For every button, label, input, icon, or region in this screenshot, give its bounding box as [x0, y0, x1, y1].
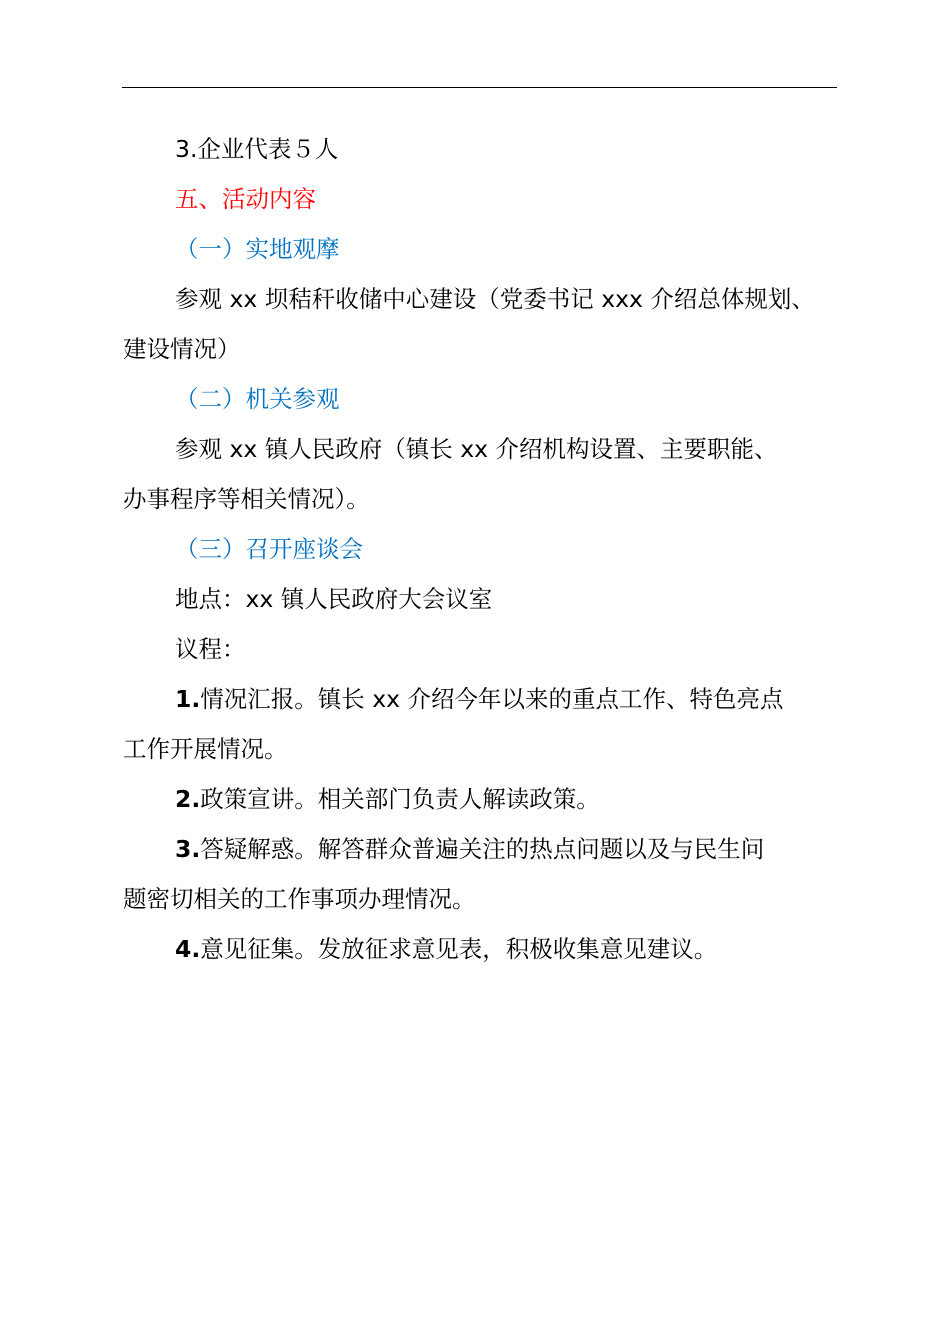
subsection-title-2: （二）机关参观	[175, 385, 340, 413]
paragraph-2-line-2: 办事程序等相关情况）。	[123, 485, 370, 513]
agenda-label: 议程：	[175, 635, 246, 663]
paragraph-1-line-1: 参观 xx 坝秸秆收储中心建设（党委书记 xxx 介绍总体规划、	[175, 285, 815, 313]
agenda-item-1-line-1	[123, 674, 843, 724]
location-line: 地点：xx 镇人民政府大会议室	[175, 585, 493, 613]
paragraph-2-line-1: 参观 xx 镇人民政府（镇长 xx 介绍机构设置、主要职能、	[175, 435, 778, 463]
agenda-item-3-line-1	[123, 824, 843, 874]
document-body	[123, 124, 843, 974]
agenda-item-4-text: 意见征集。发放征求意见表，积极收集意见建议。	[200, 935, 718, 963]
header-rule	[122, 87, 837, 88]
agenda-item-3-text: 答疑解惑。解答群众普遍关注的热点问题以及与民生问	[200, 835, 765, 863]
agenda-item-3-number: 3.	[175, 835, 201, 863]
section-title: 五、活动内容	[175, 185, 316, 213]
agenda-item-2-number: 2.	[175, 785, 201, 813]
subsection-title-3: （三）召开座谈会	[175, 535, 363, 563]
agenda-item-3-line-2: 题密切相关的工作事项办理情况。	[123, 885, 476, 913]
agenda-item-4-line-1	[123, 924, 843, 974]
subsection-title-1: （一）实地观摩	[175, 235, 340, 263]
agenda-item-2-line-1	[123, 774, 843, 824]
agenda-item-2-text: 政策宣讲。相关部门负责人解读政策。	[200, 785, 600, 813]
agenda-item-1-line-2: 工作开展情况。	[123, 735, 288, 763]
agenda-item-4-number: 4.	[175, 935, 201, 963]
participant-line: 3.企业代表５人	[175, 135, 339, 163]
paragraph-1-line-2: 建设情况）	[123, 335, 241, 363]
agenda-item-1-number: 1.	[175, 685, 201, 713]
agenda-item-1-text: 情况汇报。镇长 xx 介绍今年以来的重点工作、特色亮点	[200, 685, 784, 713]
